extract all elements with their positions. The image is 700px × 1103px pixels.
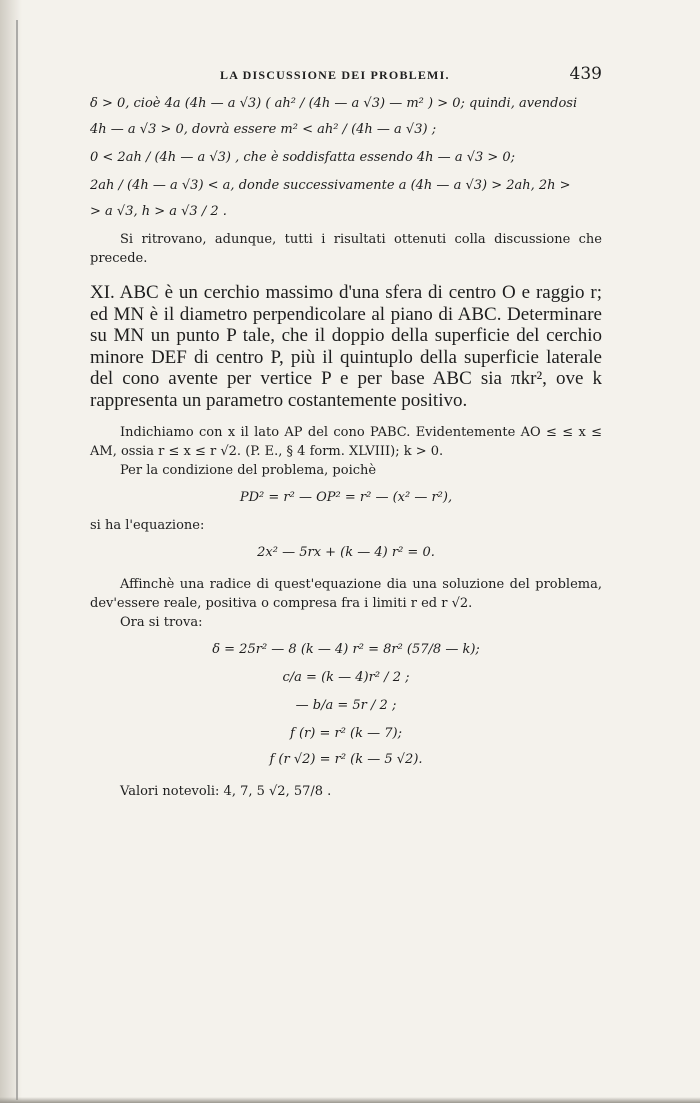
solution-paragraph-4: Affinchè una radice di quest'equazione dia una soluzione del problema, dev'essere reale, positiva o compresa fra i limiti r ed r √2. bbox=[90, 577, 602, 611]
running-header bbox=[90, 58, 602, 88]
equation-product: c/a = (k — 4)r² / 2 ; bbox=[282, 670, 410, 685]
equation-discriminant: δ = 25r² — 8 (k — 4) r² = 8r² (57/8 — k); bbox=[212, 642, 480, 657]
solution-paragraph-2: Per la condizione del problema, poichè bbox=[120, 463, 377, 478]
solution-paragraph-5: Ora si trova: bbox=[120, 615, 203, 630]
math-line-3: 0 < 2ah / (4h — a √3) , che è soddisfatta essendo 4h — a √3 > 0; bbox=[90, 150, 516, 165]
equation-pd: PD² = r² — OP² = r² — (x² — r²), bbox=[239, 490, 453, 505]
book-page bbox=[90, 58, 602, 801]
binding-edge bbox=[16, 20, 18, 1100]
solution-paragraph-1: Indichiamo con x il lato AP del cono PABC. Evidentemente AO ≤ ≤ x ≤ AM, ossia r ≤ x ≤ r √2. (P. E., § 4 form. XLVIII); k > 0. bbox=[90, 425, 602, 459]
equation-f-r-sqrt2: f (r √2) = r² (k — 5 √2). bbox=[269, 752, 423, 767]
scan-shadow-left bbox=[0, 0, 22, 1103]
page-number: 439 bbox=[569, 64, 602, 84]
solution-paragraph-3: si ha l'equazione: bbox=[90, 518, 205, 533]
running-title: LA DISCUSSIONE DEI PROBLEMI. bbox=[220, 68, 450, 82]
notable-values: Valori notevoli: 4, 7, 5 √2, 57/8 . bbox=[120, 784, 332, 799]
equation-sum: — b/a = 5r / 2 ; bbox=[295, 698, 397, 713]
math-line-5: > a √3, h > a √3 / 2 . bbox=[90, 204, 227, 219]
math-line-4: 2ah / (4h — a √3) < a, donde successivamente a (4h — a √3) > 2ah, 2h > bbox=[90, 178, 571, 193]
conclusion-paragraph: Si ritrovano, adunque, tutti i risultati ottenuti colla discussione che precede. bbox=[90, 232, 602, 266]
equation-f-r: f (r) = r² (k — 7); bbox=[290, 726, 402, 741]
scan-shadow-bottom bbox=[0, 1097, 700, 1103]
math-line-2: 4h — a √3 > 0, dovrà essere m² < ah² / (4h — a √3) ; bbox=[90, 122, 437, 137]
problem-statement: XI. ABC è un cerchio massimo d'una sfera di centro O e raggio r; ed MN è il diametro perpendicolare al piano di ABC. Determinare su MN un punto P tale, che il doppio della superficie del cerchio minore DEF di centro P, più il quintuplo della superficie laterale del cono avente per vertice P e per base ABC sia πkr², ove k rappresenta un parametro costantemente positivo. bbox=[90, 282, 602, 411]
math-line-1: δ > 0, cioè 4a (4h — a √3) ( ah² / (4h — a √3) — m² ) > 0; quindi, avendosi bbox=[90, 96, 578, 111]
equation-quadratic: 2x² — 5rx + (k — 4) r² = 0. bbox=[257, 545, 435, 560]
